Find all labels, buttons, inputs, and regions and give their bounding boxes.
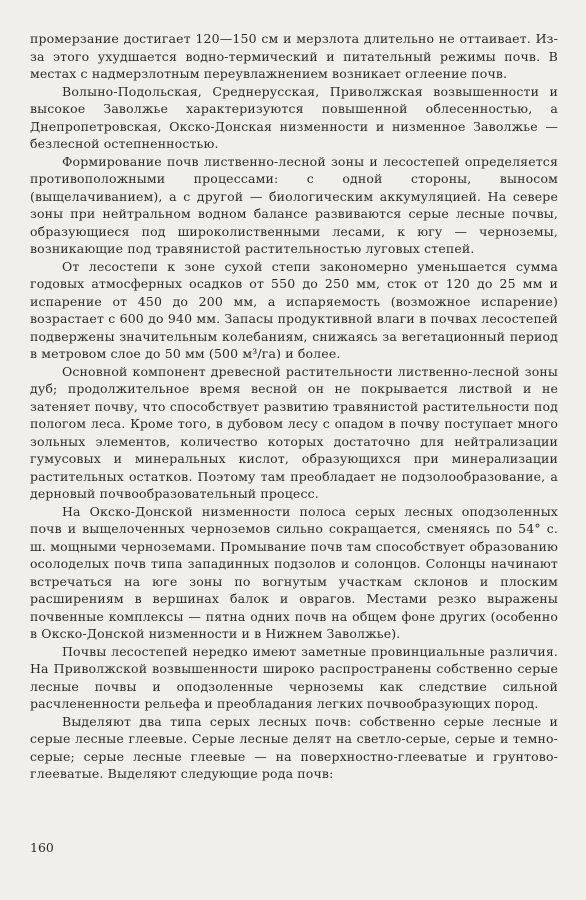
paragraph-7: Почвы лесостепей нередко имеют заметные провинциальные различия. На Приволжской возвышенности широко распространены собственно серые лесные почвы и оподзоленные черноземы как следствие сильной расчлененности рельефа и преобладания легких почвообразующих пород. [30,643,558,711]
page-body [30,30,558,870]
page-number: 160 [30,840,54,855]
paragraph-2: Волыно-Подольская, Среднерусская, Приволжская возвышенности и высокое Заволжье характеризуются повышенной облесенностью, а Днепропетровская, Окско-Донская низменности и низменное Заволжье — безлесной остепненностью. [30,83,558,151]
paragraph-3: Формирование почв лиственно-лесной зоны и лесостепей определяется противоположными процессами: с одной стороны, выносом (выщелачиванием), а с другой — биологическим аккумуляцией. На севере зоны при нейтральном водном балансе развиваются серые лесные почвы, образующиеся под широколиственными лесами, к югу — черноземы, возникающие под травянистой растительностью луговых степей. [30,153,558,256]
paragraph-5: Основной компонент древесной растительности лиственно-лесной зоны дуб; продолжительное время весной он не покрывается листвой и не затеняет почву, что способствует развитию травянистой растительности под пологом леса. Кроме того, в дубовом лесу с опадом в почву поступает много зольных элементов, количество которых достаточно для нейтрализации гумусовых и минеральных кислот, образующихся при минерализации растительных остатков. Поэтому там преобладает не подзолообразование, а дерновый почвообразовательный процесс. [30,363,558,501]
paragraph-8: Выделяют два типа серых лесных почв: собственно серые лесные и серые лесные глеевые. Серые лесные делят на светло-серые, серые и темно-серые; серые лесные глеевые — на поверхностно-глееватые и грунтово-глееватые. Выделяют следующие рода почв: [30,713,558,781]
paragraph-1: промерзание достигает 120—150 см и мерзлота длительно не оттаивает. Из-за этого ухудшается водно-термический и питательный режимы почв. В местах с надмерзлотным переувлажнением возникает оглеение почв. [30,31,558,81]
paragraph-6: На Окско-Донской низменности полоса серых лесных оподзоленных почв и выщелоченных черноземов сильно сокращается, сменяясь по 54° с. ш. мощными черноземами. Промывание почв там способствует образованию осолоделых почв типа западинных подзолов и солонцов. Солонцы начинают встречаться на юге зоны по вогнутым участкам склонов и плоским расширениям в вершинах балок и оврагов. Местами резко выражены почвенные комплексы — пятна одних почв на общем фоне других (особенно в Окско-Донской низменности и в Нижнем Заволжье). [30,503,558,641]
paragraph-4: От лесостепи к зоне сухой степи закономерно уменьшается сумма годовых атмосферных осадков от 550 до 250 мм, сток от 120 до 25 мм и испарение от 450 до 200 мм, а испаряемость (возможное испарение) возрастает с 600 до 940 мм. Запасы продуктивной влаги в почвах лесостепей подвержены значительным колебаниям, снижаясь за вегетационный период в метровом слое до 50 мм (500 м³/га) и более. [30,258,558,361]
